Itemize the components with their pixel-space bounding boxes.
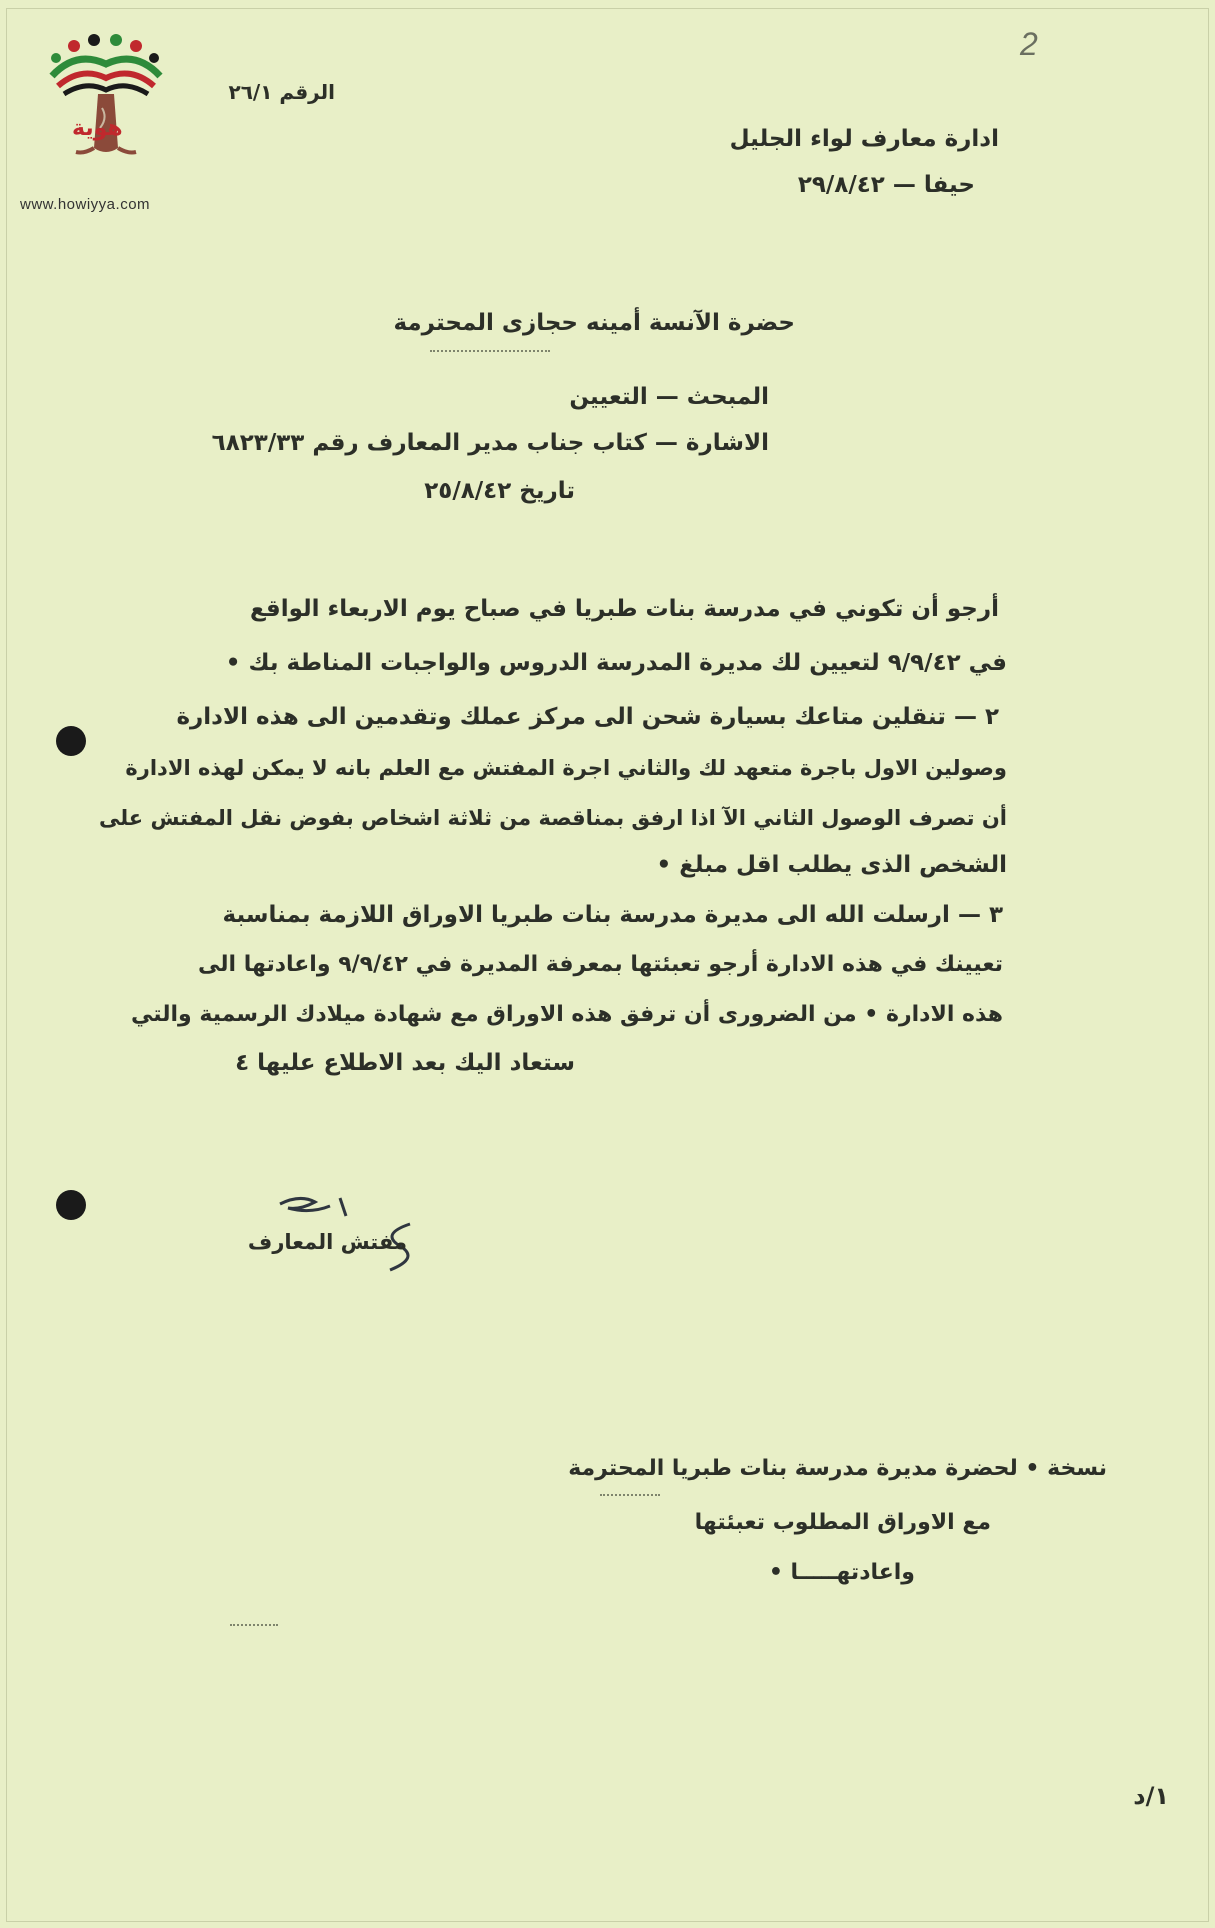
- addressee: حضرة الآنسة أمينه حجازى المحترمة: [393, 310, 795, 336]
- addressee-underline: [430, 350, 550, 352]
- body-line: أرجو أن تكوني في مدرسة بنات طبريا في صباح يوم الاربعاء الواقع: [249, 596, 999, 622]
- body-line: ٣ — ارسلت الله الى مديرة مدرسة بنات طبريا الاوراق اللازمة بمناسبة: [222, 902, 1003, 928]
- copy-note-dots: [600, 1494, 660, 1496]
- body-line: ستعاد اليك بعد الاطلاع عليها ٤: [235, 1050, 575, 1076]
- copy-note-line-1: نسخة • لحضرة مديرة مدرسة بنات طبريا المحترمة: [568, 1456, 1107, 1481]
- copy-note-line-2: مع الاوراق المطلوب تعبئتها: [694, 1510, 991, 1535]
- reference-line-2: تاريخ ٢٥/٨/٤٢: [424, 478, 575, 504]
- howiyya-logo: [36, 28, 176, 178]
- signature-title: مفتش المعارف: [247, 1230, 407, 1254]
- body-line: في ٩/٩/٤٢ لتعيين لك مديرة المدرسة الدروس والواجبات المناطة بك •: [225, 650, 1007, 676]
- place-date: حيفا — ٢٩/٨/٤٢: [797, 172, 975, 198]
- signature-scribble-icon: [260, 1184, 420, 1274]
- copy-note-dots: [230, 1624, 278, 1626]
- tree-logo-icon: [36, 28, 176, 178]
- subject: المبحث — التعيين: [569, 384, 769, 410]
- body-line: هذه الادارة • من الضرورى أن ترفق هذه الاوراق مع شهادة ميلادك الرسمية والتي: [130, 1002, 1003, 1027]
- reference-line-1: الاشارة — كتاب جناب مدير المعارف رقم ٦٨٢٣/٣٣: [211, 430, 769, 456]
- footer-code: ١/د: [1133, 1782, 1169, 1810]
- copy-note-line-3: واعادتهـــــا •: [768, 1560, 915, 1585]
- logo-arabic-text: هوية: [72, 116, 123, 141]
- body-line: أن تصرف الوصول الثاني الآ اذا ارفق بمناقصة من ثلاثة اشخاص بفوض نقل المفتش على: [98, 806, 1007, 830]
- punch-hole: [56, 726, 86, 756]
- issuer: ادارة معارف لواء الجليل: [729, 126, 999, 152]
- body-line: وصولين الاول باجرة متعهد لك والثاني اجرة المفتش مع العلم بانه لا يمكن لهذه الادارة: [125, 756, 1007, 780]
- body-line: ٢ — تنقلين متاعك بسيارة شحن الى مركز عملك وتقدمين الى هذه الادارة: [176, 704, 999, 730]
- page-number: 2: [1020, 26, 1038, 62]
- body-line: الشخص الذى يطلب اقل مبلغ •: [656, 852, 1007, 878]
- website-url: www.howiyya.com: [20, 196, 151, 213]
- body-line: تعيينك في هذه الادارة أرجو تعبئتها بمعرفة المديرة في ٩/٩/٤٢ واعادتها الى: [197, 952, 1003, 977]
- punch-hole: [56, 1190, 86, 1220]
- ref-number: الرقم ٢٦/١: [228, 80, 335, 104]
